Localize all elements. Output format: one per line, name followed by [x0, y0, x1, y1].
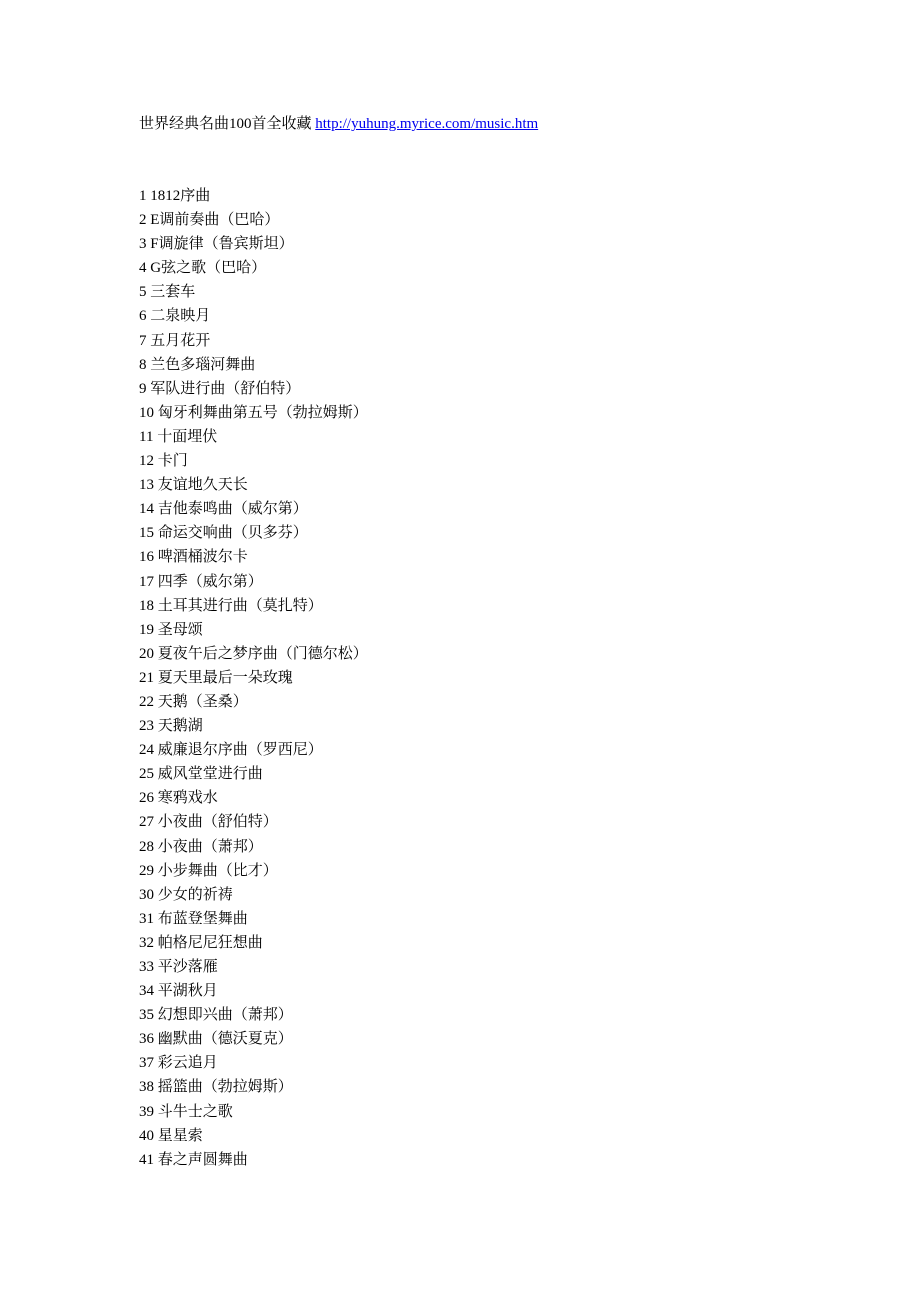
- song-list-item: 41 春之声圆舞曲: [139, 1151, 248, 1168]
- document-header: [139, 114, 538, 134]
- song-list-item: 4 G弦之歌（巴哈）: [139, 260, 267, 277]
- song-list-item: 26 寒鸦戏水: [139, 790, 218, 807]
- song-list-item: 17 四季（威尔第）: [139, 573, 263, 590]
- song-list-item: 33 平沙落雁: [139, 959, 218, 975]
- song-list-item: 8 兰色多瑙河舞曲: [139, 356, 256, 373]
- song-list-item: 18 土耳其进行曲（莫扎特）: [139, 597, 323, 614]
- song-list-item: 15 命运交响曲（贝多芬）: [139, 525, 308, 542]
- song-list-item: 31 布蓝登堡舞曲: [139, 910, 248, 927]
- song-list-item: 21 夏天里最后一朵玫瑰: [139, 669, 293, 686]
- song-list-item: 14 吉他泰鸣曲（威尔第）: [139, 501, 308, 518]
- song-list-item: 5 三套车: [139, 284, 196, 301]
- song-list-item: 36 幽默曲（德沃夏克）: [139, 1031, 293, 1048]
- song-list-item: 19 圣母颂: [139, 621, 203, 638]
- song-list-item: 34 平湖秋月: [139, 983, 218, 1000]
- song-list-item: 20 夏夜午后之梦序曲（门德尔松）: [139, 645, 368, 662]
- song-list-item: 16 啤酒桶波尔卡: [139, 549, 248, 566]
- song-list-item: 24 威廉退尔序曲（罗西尼）: [139, 742, 323, 759]
- song-list-item: 3 F调旋律（鲁宾斯坦）: [139, 236, 294, 253]
- song-list-item: 37 彩云追月: [139, 1055, 218, 1072]
- document-title: 世界经典名曲100首全收藏: [139, 116, 312, 132]
- song-list-item: 10 匈牙利舞曲第五号（勃拉姆斯）: [139, 404, 368, 421]
- song-list-item: 23 天鹅湖: [139, 718, 203, 735]
- song-list-item: 38 摇篮曲（勃拉姆斯）: [139, 1079, 293, 1096]
- song-list-item: 11 十面埋伏: [139, 428, 218, 445]
- song-list-item: 25 威风堂堂进行曲: [139, 766, 263, 783]
- song-list-item: 7 五月花开: [139, 332, 211, 349]
- song-list-item: 39 斗牛士之歌: [139, 1103, 233, 1120]
- song-list-item: 12 卡门: [139, 453, 188, 470]
- song-list-item: 9 军队进行曲（舒伯特）: [139, 380, 301, 397]
- song-list-item: 32 帕格尼尼狂想曲: [139, 934, 263, 951]
- song-list-item: 6 二泉映月: [139, 308, 211, 325]
- song-list-item: 13 友谊地久天长: [139, 477, 248, 494]
- song-list-item: 22 天鹅（圣桑）: [139, 693, 248, 710]
- song-list-item: 2 E调前奏曲（巴哈）: [139, 212, 280, 229]
- song-list-item: 1 1812序曲: [139, 188, 211, 204]
- song-list-item: 40 星星索: [139, 1127, 203, 1144]
- song-list-item: 29 小步舞曲（比才）: [139, 862, 278, 879]
- song-list-item: 35 幻想即兴曲（萧邦）: [139, 1007, 293, 1024]
- song-list-item: 27 小夜曲（舒伯特）: [139, 814, 278, 831]
- music-link[interactable]: http://yuhung.myrice.com/music.htm: [315, 116, 539, 132]
- song-list: [139, 184, 368, 1172]
- song-list-item: 28 小夜曲（萧邦）: [139, 838, 263, 855]
- song-list-item: 30 少女的祈祷: [139, 886, 233, 903]
